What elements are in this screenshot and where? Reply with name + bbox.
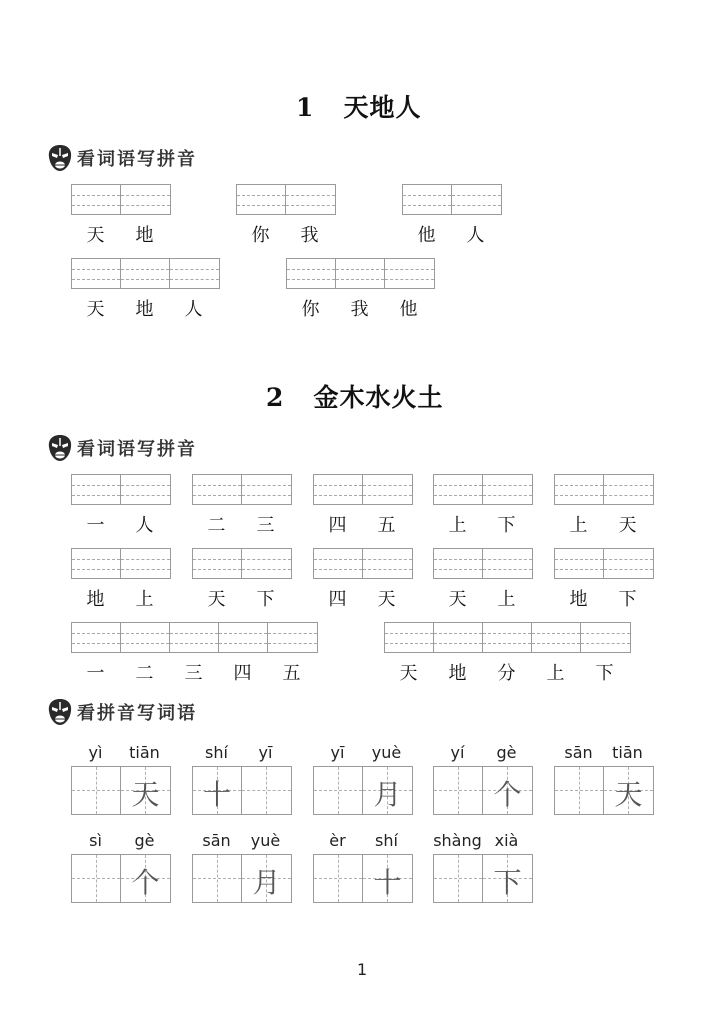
- hanzi: 四: [328, 589, 347, 610]
- hanzi: 下: [595, 663, 614, 684]
- pinyin: tiān: [129, 743, 160, 762]
- hanzi: 你: [251, 225, 270, 246]
- pinyin-writing-grid[interactable]: [71, 184, 171, 215]
- hanzi: 四: [328, 515, 347, 536]
- pinyin-label: [71, 743, 169, 762]
- tianzige-grid[interactable]: [313, 854, 413, 903]
- section-header-write-pinyin-2: [47, 434, 197, 462]
- opera-mask-icon: [47, 698, 73, 726]
- hanzi: 人: [466, 225, 485, 246]
- opera-mask-icon: [47, 434, 73, 462]
- word: [71, 295, 218, 321]
- pinyin-writing-grid[interactable]: [433, 474, 533, 505]
- given-char: 月: [373, 778, 402, 811]
- pinyin-writing-grid[interactable]: [313, 474, 413, 505]
- word: [313, 585, 411, 611]
- pinyin: yī: [330, 743, 345, 762]
- pinyin: gè: [496, 743, 517, 762]
- given-char: 天: [614, 778, 643, 811]
- tianzige-grid[interactable]: [192, 766, 292, 815]
- pinyin-writing-grid[interactable]: [313, 548, 413, 579]
- pinyin-writing-grid[interactable]: [286, 258, 435, 289]
- pinyin-writing-grid[interactable]: [71, 258, 220, 289]
- tianzige-grid[interactable]: [554, 766, 654, 815]
- pinyin: èr: [329, 831, 346, 850]
- hanzi: 二: [207, 515, 226, 536]
- pinyin: yì: [88, 743, 103, 762]
- tianzige-grid[interactable]: [192, 854, 292, 903]
- hanzi: 一: [86, 515, 105, 536]
- pinyin-label: [433, 831, 531, 850]
- hanzi: 天: [86, 225, 105, 246]
- hanzi: 他: [399, 299, 418, 320]
- word: [554, 585, 652, 611]
- word: [554, 511, 652, 537]
- hanzi: 四: [233, 663, 252, 684]
- section-label: 看词语写拼音: [77, 439, 197, 460]
- tianzige-grid[interactable]: [71, 854, 171, 903]
- hanzi: 三: [256, 515, 275, 536]
- pinyin-writing-grid[interactable]: [236, 184, 336, 215]
- hanzi: 天: [207, 589, 226, 610]
- hanzi: 我: [300, 225, 319, 246]
- given-char: 月: [252, 866, 281, 899]
- pinyin: yī: [258, 743, 273, 762]
- hanzi: 五: [377, 515, 396, 536]
- hanzi: 一: [86, 663, 105, 684]
- section-header-write-words: [47, 698, 197, 726]
- pinyin: sān: [564, 743, 593, 762]
- pinyin-writing-grid[interactable]: [192, 548, 292, 579]
- hanzi: 上: [569, 515, 588, 536]
- pinyin-writing-grid[interactable]: [433, 548, 533, 579]
- word: [286, 295, 433, 321]
- hanzi: 地: [86, 589, 105, 610]
- pinyin: yí: [450, 743, 465, 762]
- hanzi: 天: [448, 589, 467, 610]
- word: [71, 585, 169, 611]
- pinyin-writing-grid[interactable]: [192, 474, 292, 505]
- pinyin-writing-grid[interactable]: [402, 184, 502, 215]
- hanzi: 上: [497, 589, 516, 610]
- hanzi: 他: [417, 225, 436, 246]
- pinyin: shí: [205, 743, 228, 762]
- section-header-write-pinyin-1: [47, 144, 197, 172]
- word: [192, 511, 290, 537]
- hanzi: 我: [350, 299, 369, 320]
- hanzi: 天: [618, 515, 637, 536]
- pinyin: sān: [202, 831, 231, 850]
- pinyin: sì: [89, 831, 102, 850]
- word: [192, 585, 290, 611]
- word: [71, 659, 316, 685]
- word: [236, 221, 334, 247]
- given-char: 个: [131, 866, 160, 899]
- pinyin: tiān: [612, 743, 643, 762]
- pinyin-label: [313, 831, 411, 850]
- pinyin: yuè: [371, 743, 402, 762]
- word: [433, 585, 531, 611]
- pinyin: shàng: [433, 831, 482, 850]
- page-number: 1: [357, 960, 368, 979]
- hanzi: 上: [135, 589, 154, 610]
- hanzi: 下: [618, 589, 637, 610]
- given-char: 天: [131, 778, 160, 811]
- pinyin: gè: [134, 831, 155, 850]
- given-char: 个: [493, 778, 522, 811]
- hanzi: 天: [86, 299, 105, 320]
- word: [433, 511, 531, 537]
- hanzi: 人: [184, 299, 203, 320]
- pinyin-writing-grid[interactable]: [71, 622, 318, 653]
- pinyin-label: [192, 743, 290, 762]
- hanzi: 地: [135, 299, 154, 320]
- tianzige-grid[interactable]: [313, 766, 413, 815]
- section-label: 看拼音写词语: [77, 703, 197, 724]
- tianzige-grid[interactable]: [433, 766, 533, 815]
- tianzige-grid[interactable]: [433, 854, 533, 903]
- lesson-1-title: 1 天地人: [296, 93, 422, 122]
- section-label: 看词语写拼音: [77, 149, 197, 170]
- pinyin: xià: [494, 831, 519, 850]
- hanzi: 你: [301, 299, 320, 320]
- hanzi: 下: [497, 515, 516, 536]
- pinyin-writing-grid[interactable]: [71, 548, 171, 579]
- hanzi: 天: [399, 663, 418, 684]
- opera-mask-icon: [47, 144, 73, 172]
- hanzi: 下: [256, 589, 275, 610]
- word: [71, 511, 169, 537]
- hanzi: 地: [135, 225, 154, 246]
- hanzi: 三: [184, 663, 203, 684]
- pinyin-label: [313, 743, 411, 762]
- word: [313, 511, 411, 537]
- hanzi: 地: [569, 589, 588, 610]
- pinyin-writing-grid[interactable]: [384, 622, 631, 653]
- hanzi: 五: [282, 663, 301, 684]
- hanzi: 上: [546, 663, 565, 684]
- pinyin-label: [554, 743, 652, 762]
- lesson-2-title: 2 金木水火土: [266, 383, 444, 412]
- word: [71, 221, 169, 247]
- pinyin-writing-grid[interactable]: [554, 548, 654, 579]
- given-char: 下: [493, 866, 522, 899]
- given-char: 十: [202, 778, 231, 811]
- hanzi: 地: [448, 663, 467, 684]
- word: [384, 659, 629, 685]
- pinyin-label: [71, 831, 169, 850]
- tianzige-grid[interactable]: [71, 766, 171, 815]
- hanzi: 二: [135, 663, 154, 684]
- hanzi: 人: [135, 515, 154, 536]
- given-char: 十: [373, 866, 402, 899]
- hanzi: 天: [377, 589, 396, 610]
- word: [402, 221, 500, 247]
- pinyin-writing-grid[interactable]: [71, 474, 171, 505]
- pinyin-label: [192, 831, 290, 850]
- pinyin-label: [433, 743, 531, 762]
- pinyin: yuè: [250, 831, 281, 850]
- hanzi: 分: [497, 663, 516, 684]
- pinyin: shí: [375, 831, 398, 850]
- hanzi: 上: [448, 515, 467, 536]
- pinyin-writing-grid[interactable]: [554, 474, 654, 505]
